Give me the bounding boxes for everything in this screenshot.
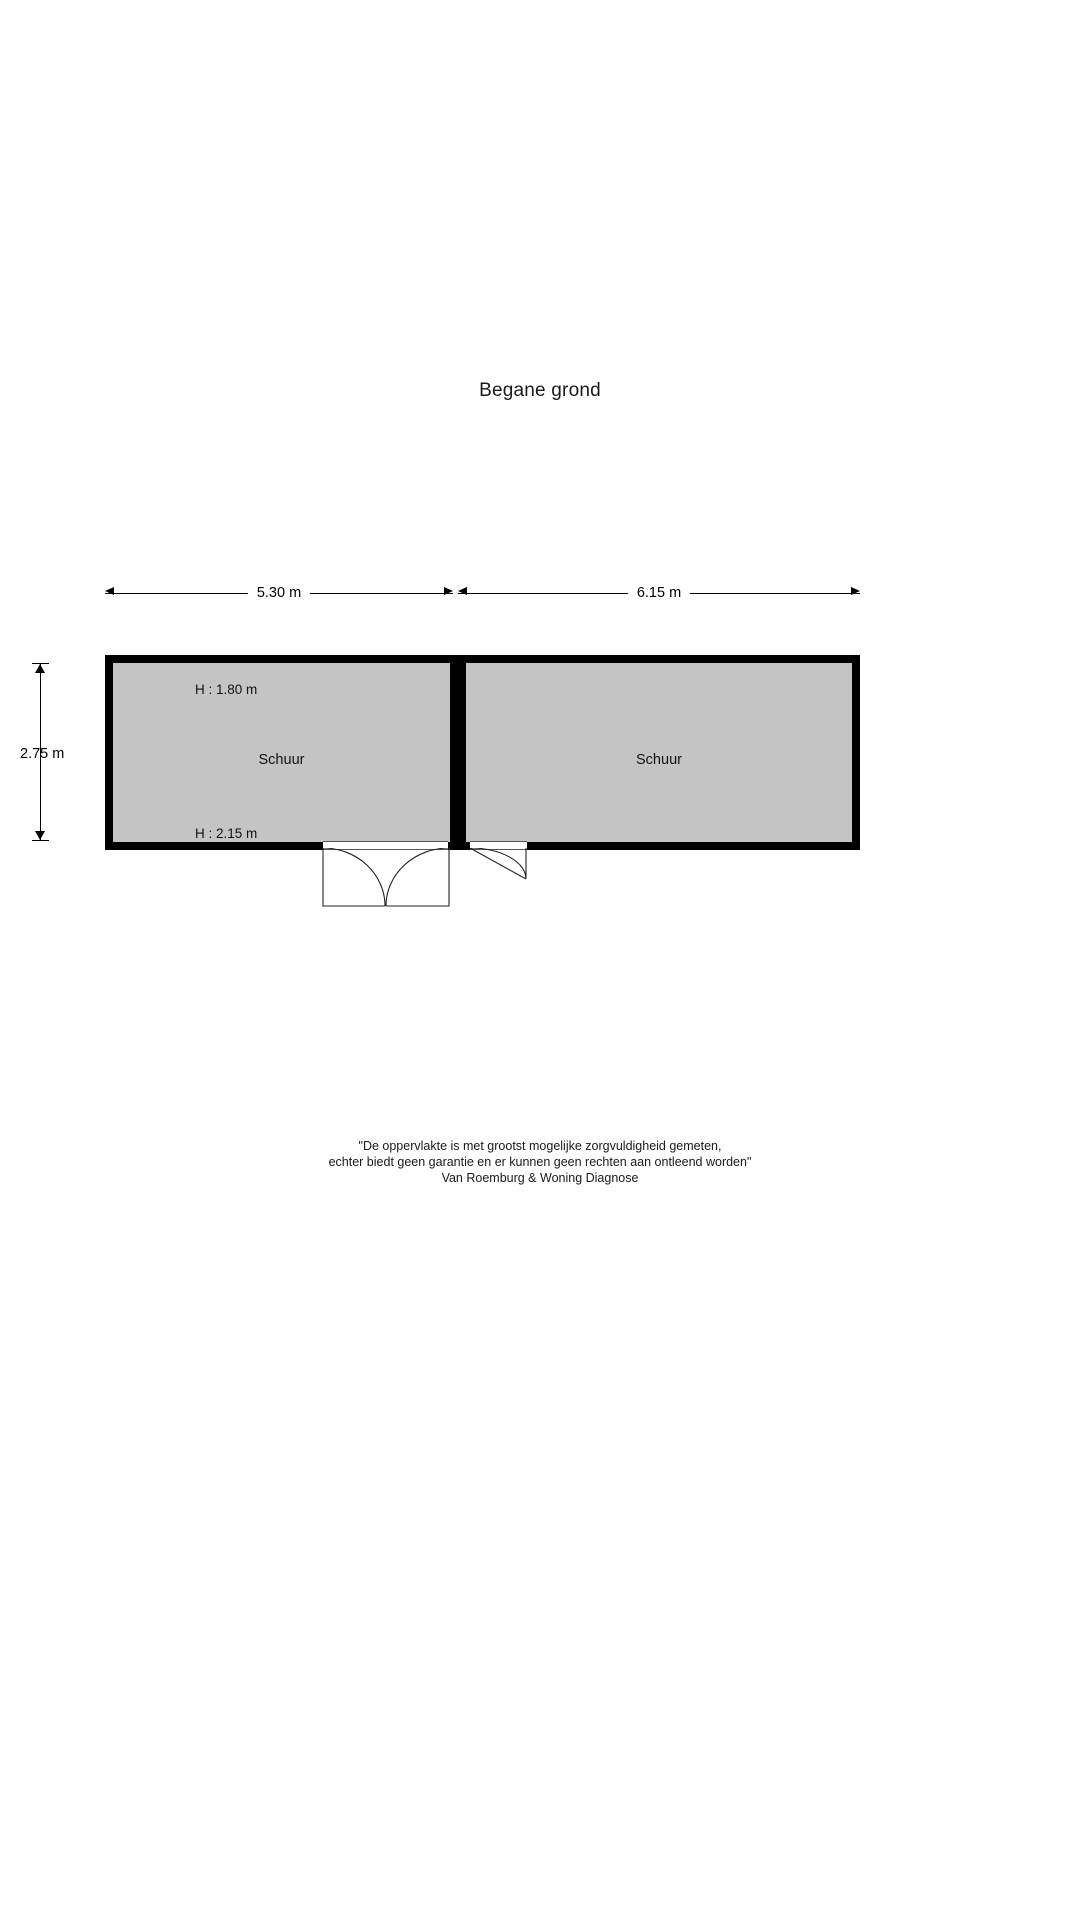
arrow-right-icon xyxy=(444,587,453,595)
door-swing-double-icon xyxy=(322,848,450,910)
disclaimer xyxy=(0,1138,1080,1186)
room-schuur-right[interactable] xyxy=(458,655,860,850)
room-right-name-label: Schuur xyxy=(636,752,682,768)
arrow-left-icon xyxy=(105,587,114,595)
dimension-right-width xyxy=(458,583,860,603)
dimension-left-width xyxy=(105,583,453,603)
disclaimer-line-3: Van Roemburg & Woning Diagnose xyxy=(441,1171,639,1185)
arrow-up-icon xyxy=(35,664,45,673)
room-left-height-bottom-label: H : 2.15 m xyxy=(195,826,258,841)
disclaimer-line-1: "De oppervlakte is met grootst mogelijke zorgvuldigheid gemeten, xyxy=(358,1139,722,1153)
arrow-down-icon xyxy=(35,831,45,840)
room-left-height-top-label: H : 1.80 m xyxy=(195,682,258,697)
arrow-left-icon xyxy=(458,587,467,595)
page-title: Begane grond xyxy=(479,380,601,401)
dimension-left-width-label: 5.30 m xyxy=(248,583,310,603)
room-schuur-left[interactable] xyxy=(105,655,458,850)
dimension-cap-bottom xyxy=(32,840,49,841)
disclaimer-line-2: echter biedt geen garantie en er kunnen geen rechten aan ontleend worden" xyxy=(328,1155,752,1169)
dimension-depth-label: 2.75 m xyxy=(20,746,65,762)
dimension-right-width-label: 6.15 m xyxy=(628,583,690,603)
room-left-name-label: Schuur xyxy=(258,752,305,768)
arrow-right-icon xyxy=(851,587,860,595)
door-swing-single-icon xyxy=(469,848,529,882)
